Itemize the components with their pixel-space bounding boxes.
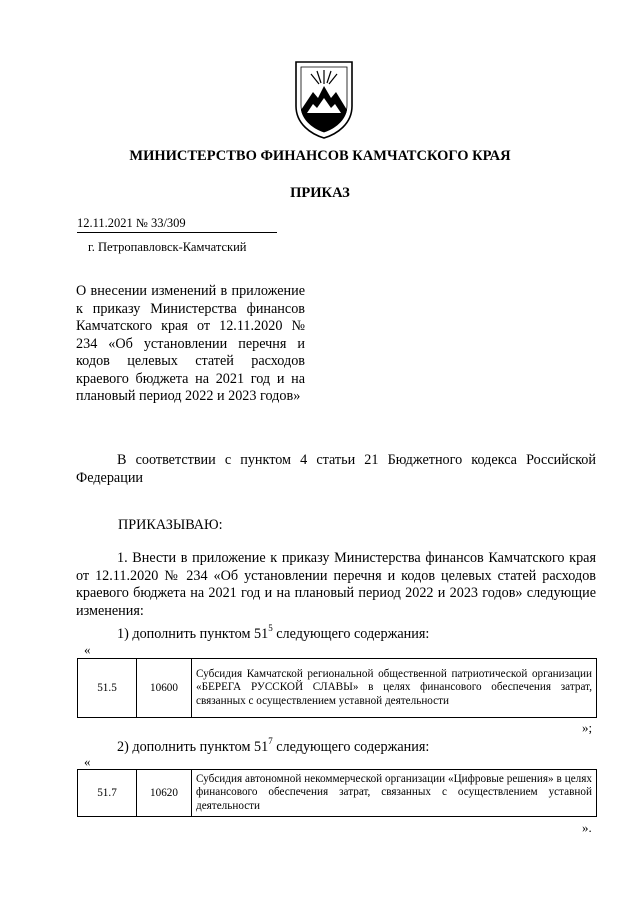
order-date-number: 12.11.2021 № 33/309: [77, 216, 186, 230]
city: г. Петропавловск-Камчатский: [88, 240, 247, 254]
close-quote-1: »;: [582, 720, 593, 735]
row-number: 51.5: [78, 659, 137, 718]
row-code: 10600: [137, 659, 192, 718]
close-quote-2: ».: [582, 820, 592, 835]
sub-item-1-sup: 5: [268, 623, 273, 634]
sub-item-1: [117, 623, 430, 643]
open-quote-2: «: [84, 754, 91, 769]
sub-item-2-prefix: 2) дополнить пунктом 51: [117, 739, 269, 755]
sub-item-2-sup: 7: [268, 736, 273, 747]
sub-item-2: [117, 736, 430, 756]
sub-item-2-suffix: следующего содержания:: [272, 739, 430, 755]
document-type: ПРИКАЗ: [290, 185, 350, 201]
table-row: [78, 770, 597, 817]
legal-basis: В соответствии с пунктом 4 статьи 21 Бюджетного кодекса Российской Федерации: [76, 452, 596, 486]
document-subject: [76, 283, 305, 406]
ministry-title: МИНИСТЕРСТВО ФИНАНСОВ КАМЧАТСКОГО КРАЯ: [129, 148, 511, 164]
insert-table-2: [77, 769, 597, 817]
table-row: [78, 659, 597, 718]
sub-item-1-prefix: 1) дополнить пунктом 51: [117, 626, 269, 642]
kamchatka-emblem-icon: [293, 58, 355, 140]
order-underline: [77, 232, 277, 233]
sub-item-1-suffix: следующего содержания:: [272, 626, 430, 642]
subject-text: О внесении изменений в приложение к приказу Министерства финансов Камчатского края от 12.11.2020 № 234 «Об установлении перечня и кодов целевых статей расходов краевого бюджета на 2021 год и на плановый период 2022 и 2023 годов»: [76, 283, 305, 404]
insert-table-1: [77, 658, 597, 718]
row-code: 10620: [137, 770, 192, 817]
orders-word: ПРИКАЗЫВАЮ:: [118, 517, 223, 533]
row-description: Субсидия автономной некоммерческой организации «Цифровые решения» в целях финансового обеспечения затрат, связанных с осуществлением уставной деятельности: [192, 770, 597, 817]
row-number: 51.7: [78, 770, 137, 817]
open-quote-1: «: [84, 642, 91, 657]
item-1: 1. Внести в приложение к приказу Министерства финансов Камчатского края от 12.11.2020 № 234 «Об установлении перечня и кодов целевых статей расходов краевого бюджета на 2021 год и на плановый период 2022 и 2023 годов» следующие изменения:: [76, 550, 596, 619]
row-description: Субсидия Камчатской региональной общественной патриотической организации «БЕРЕГА РУССКОЙ СЛАВЫ» в целях финансового обеспечения затрат, связанных с осуществлением уставной деятельности: [192, 659, 597, 718]
